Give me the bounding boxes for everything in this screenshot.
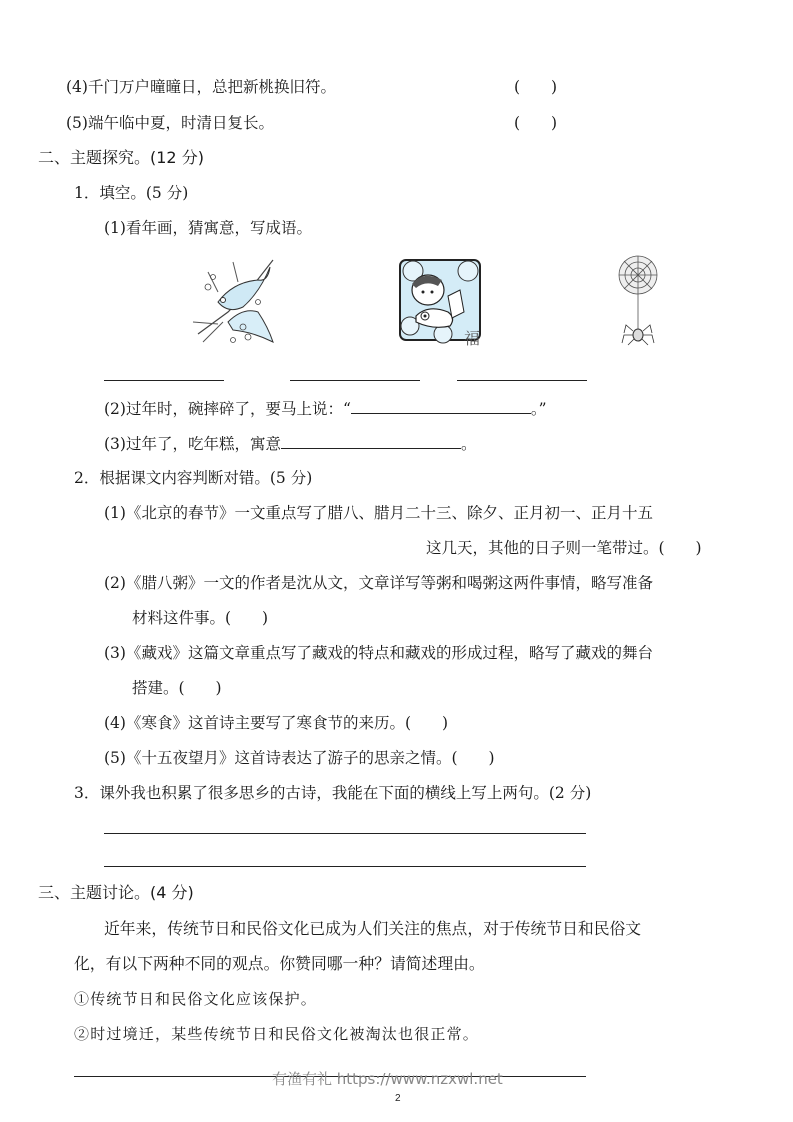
q2-item-1-line2: 这几天，其他的日子则一笔带过。( ) — [426, 539, 702, 557]
poem-item-4 — [66, 76, 336, 98]
answer-paren-4[interactable]: ( ) — [514, 78, 558, 96]
page-number: 2 — [395, 1093, 401, 1104]
q2-item-5: (5)《十五夜望月》这首诗表达了游子的思亲之情。( ) — [104, 749, 495, 767]
q1-sub3-prefix: (3)过年了，吃年糕，寓意 — [104, 435, 281, 453]
q2-item-4: (4)《寒食》这首诗主要写了寒食节的来历。( ) — [104, 714, 449, 732]
q2-item-2-line2: 材料这件事。( ) — [132, 609, 269, 627]
child-fish-painting — [398, 256, 484, 346]
poem-answer-line-2[interactable] — [104, 866, 586, 867]
q1-sub2-prefix: (2)过年时，碗摔碎了，要马上说：“ — [104, 400, 351, 418]
q1-sub1: (1)看年画，猜寓意，写成语。 — [104, 219, 312, 237]
q2-title: 2．根据课文内容判断对错。(5 分) — [74, 469, 313, 487]
section-2-heading: 二、主题探究。(12 分) — [38, 148, 204, 167]
viewpoint-1: ①传统节日和民俗文化应该保护。 — [74, 990, 318, 1008]
watermark: 有渔有礼 https://www.nzxwl.net — [272, 1070, 503, 1088]
discussion-para-line2: 化，有以下两种不同的观点。你赞同哪一种？请简述理由。 — [74, 954, 485, 973]
q2-item-3-line2: 搭建。( ) — [132, 679, 222, 697]
discussion-para-line1: 近年来，传统节日和民俗文化已成为人们关注的焦点，对于传统节日和民俗文 — [104, 919, 642, 938]
poem-answer-line-1[interactable] — [104, 833, 586, 834]
idiom-answer-blank-2[interactable] — [290, 380, 420, 381]
bird-plum-blossom-painting — [188, 252, 278, 350]
q1-sub2 — [104, 397, 547, 420]
q1-sub3-suffix: 。 — [460, 435, 477, 453]
poem-item-5-text: (5)端午临中夏，时清日复长。 — [66, 114, 274, 132]
q2-item-1-line1: (1)《北京的春节》一文重点写了腊八、腊月二十三、除夕、正月初一、正月十五 — [104, 504, 653, 522]
q3-title: 3．课外我也积累了很多思乡的古诗，我能在下面的横线上写上两句。(2 分) — [74, 784, 592, 802]
q2-item-2-line1: (2)《腊八粥》一文的作者是沈从文，文章详写等粥和喝粥这两件事情，略写准备 — [104, 574, 653, 592]
q1-sub3-blank[interactable] — [281, 432, 461, 449]
spider-web-painting — [616, 253, 662, 349]
section-3-heading: 三、主题讨论。(4 分) — [38, 883, 194, 902]
q2-item-3-line1: (3)《藏戏》这篇文章重点写了藏戏的特点和藏戏的形成过程，略写了藏戏的舞台 — [104, 644, 653, 662]
q1-sub3 — [104, 432, 476, 455]
q1-title: 1．填空。(5 分) — [74, 184, 189, 202]
q1-sub2-suffix: 。” — [530, 400, 547, 418]
answer-paren-5[interactable]: ( ) — [514, 114, 558, 132]
poem-item-5 — [66, 112, 274, 134]
q1-sub2-blank[interactable] — [351, 397, 531, 414]
idiom-answer-blank-1[interactable] — [104, 380, 224, 381]
poem-item-4-text: (4)千门万户曈曈日，总把新桃换旧符。 — [66, 78, 336, 96]
fu-character: 福 — [464, 329, 481, 346]
viewpoint-2: ②时过境迁，某些传统节日和民俗文化被淘汰也很正常。 — [74, 1025, 480, 1043]
idiom-answer-blank-3[interactable] — [457, 380, 587, 381]
